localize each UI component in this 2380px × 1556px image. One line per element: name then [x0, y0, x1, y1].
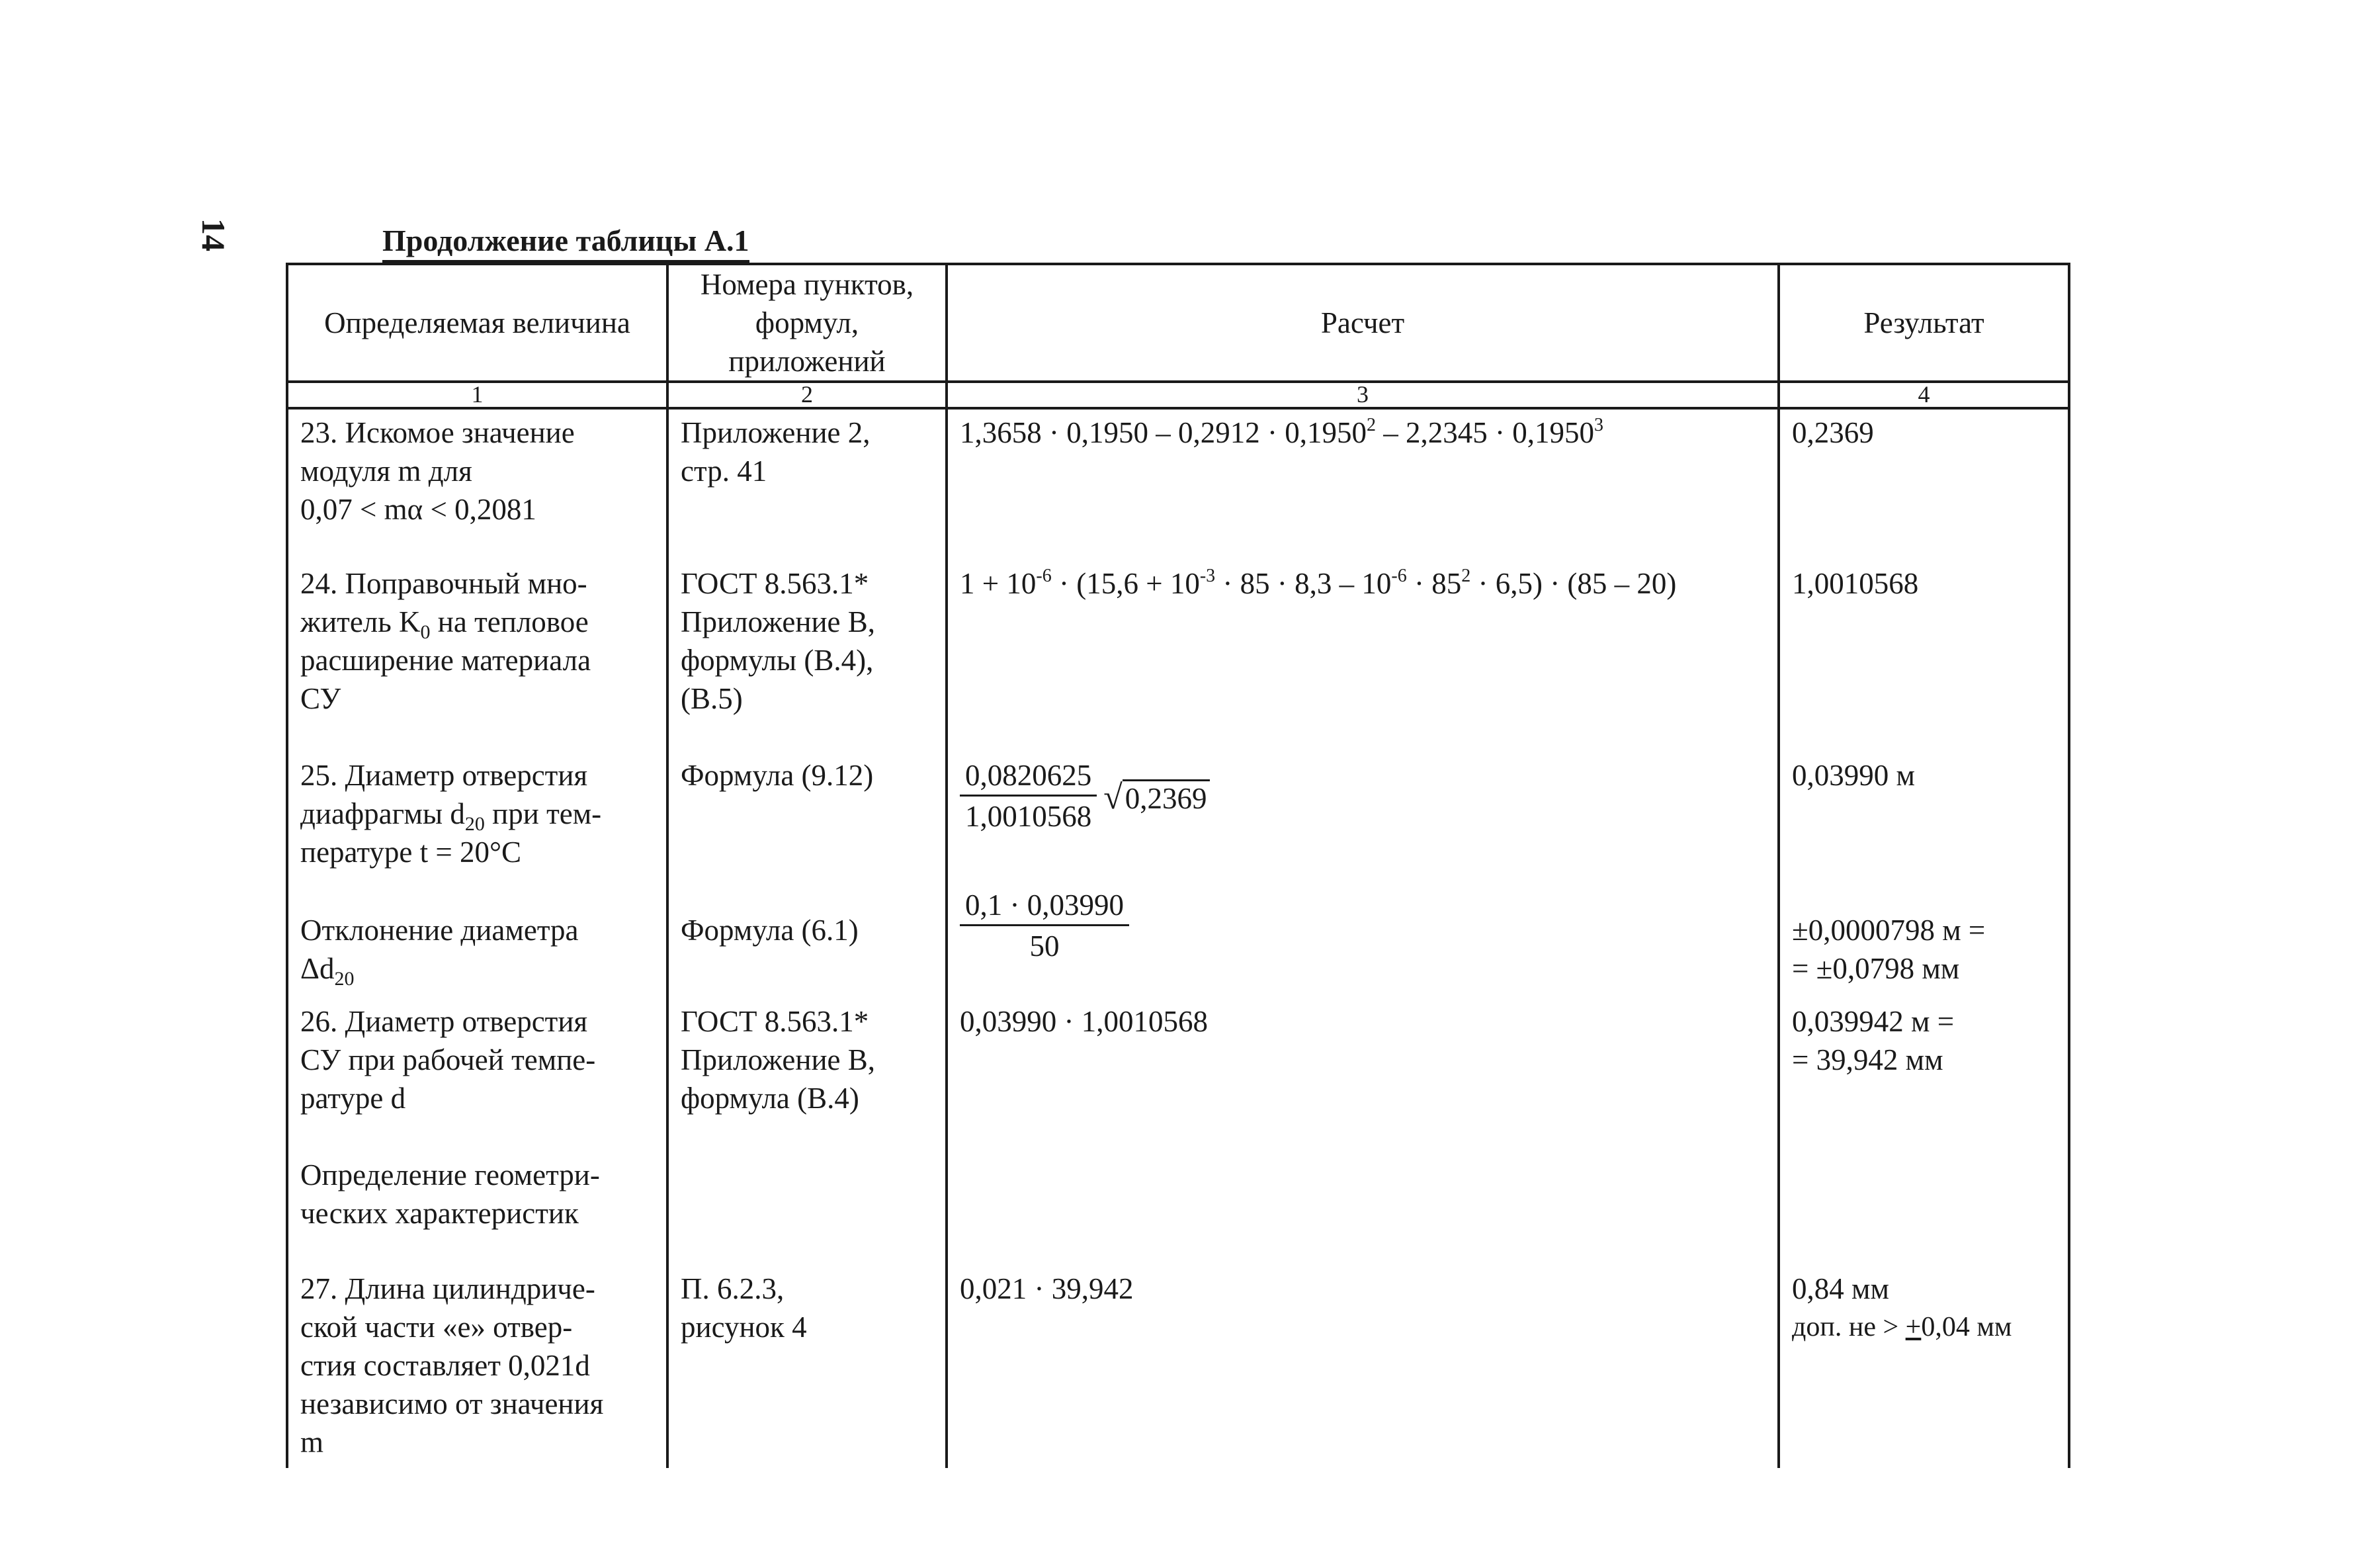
quantity-line: [300, 949, 654, 988]
reference-line: ГОСТ 8.563.1*: [681, 567, 869, 600]
quantity-text: житель K: [300, 605, 421, 638]
calculation-cell: [947, 1156, 1779, 1270]
result-cell: [1779, 1002, 2069, 1156]
table-row: [287, 564, 2069, 756]
result-line: = ±0,0798 мм: [1792, 952, 1960, 985]
header-references: Номера пунктов, формул, приложений: [667, 264, 947, 382]
quantity-line: m: [300, 1426, 324, 1459]
reference-line: формула (В.4): [681, 1082, 859, 1115]
quantity-cell: [287, 408, 667, 564]
quantity-line: 23. Искомое значение: [300, 416, 575, 449]
result-line: 0,039942 м =: [1792, 1005, 1955, 1038]
calc-exponent: 2: [1366, 415, 1376, 435]
calculation-cell: [947, 886, 1779, 1002]
calculation-cell: [947, 408, 1779, 564]
quantity-line: стия составляет 0,021d: [300, 1349, 590, 1382]
result-line: 0,2369: [1792, 416, 1874, 449]
calc-exponent: 3: [1594, 415, 1603, 435]
calc-exponent: 2: [1461, 566, 1471, 586]
result-line: [1792, 1308, 2056, 1346]
result-text: 0,04 мм: [1921, 1312, 2012, 1342]
reference-line: Приложение 2,: [681, 416, 871, 449]
reference-line: Формула (9.12): [681, 759, 874, 792]
reference-cell: [667, 564, 947, 756]
reference-cell: [667, 886, 947, 1002]
result-line: 0,84 мм: [1792, 1272, 1889, 1305]
calc-text: · 85: [1406, 567, 1462, 600]
reference-cell: [667, 1002, 947, 1156]
result-line: 1,0010568: [1792, 567, 1919, 600]
fraction-denominator: 50: [1029, 929, 1060, 963]
quantity-line: 26. Диаметр отверстия: [300, 1005, 588, 1038]
reference-line: стр. 41: [681, 454, 767, 488]
calc-text: 1,3658 · 0,1950 – 0,2912 · 0,1950: [960, 416, 1367, 449]
reference-cell: [667, 408, 947, 564]
quantity-cell: [287, 1002, 667, 1156]
reference-line: Приложение В,: [681, 605, 876, 638]
reference-line: ГОСТ 8.563.1*: [681, 1005, 869, 1038]
quantity-line: [300, 795, 654, 833]
fraction-numerator: 0,0820625: [960, 756, 1097, 797]
reference-cell: [667, 1270, 947, 1468]
reference-cell: [667, 1156, 947, 1270]
quantity-line: независимо от значения: [300, 1387, 604, 1420]
calculation-table: [286, 263, 2070, 1468]
calc-text: 1 + 10: [960, 567, 1037, 600]
quantity-line: ской части «е» отвер-: [300, 1311, 573, 1344]
calc-exponent: -6: [1391, 566, 1407, 586]
quantity-line: 0,07 < mα < 0,2081: [300, 493, 536, 526]
column-numbers-row: [287, 382, 2069, 408]
result-sign: +: [1905, 1312, 1922, 1342]
result-cell: [1779, 1156, 2069, 1270]
column-number: 3: [947, 382, 1779, 408]
column-number: 2: [667, 382, 947, 408]
quantity-line: СУ при рабочей темпе-: [300, 1043, 596, 1076]
result-line: 0,03990 м: [1792, 759, 1915, 792]
reference-line: (В.5): [681, 682, 743, 715]
result-cell: [1779, 408, 2069, 564]
reference-line: Формула (6.1): [681, 914, 859, 947]
quantity-line: 25. Диаметр отверстия: [300, 759, 588, 792]
quantity-line: 27. Длина цилиндриче-: [300, 1272, 595, 1305]
result-cell: [1779, 756, 2069, 886]
table-row: [287, 1156, 2069, 1270]
reference-line: Приложение В,: [681, 1043, 876, 1076]
table-row: [287, 886, 2069, 1002]
header-quantity: Определяемая величина: [287, 264, 667, 382]
result-line: ±0,0000798 м =: [1792, 914, 1986, 947]
calc-fraction: [960, 756, 1097, 836]
reference-line: П. 6.2.3,: [681, 1272, 785, 1305]
calc-text: · 85 · 8,3 – 10: [1215, 567, 1392, 600]
radical-sign-icon: √: [1103, 778, 1123, 816]
fraction-denominator: 1,0010568: [965, 800, 1092, 833]
square-root: [1103, 775, 1209, 817]
calculation-cell: [947, 1270, 1779, 1468]
section-heading-line: ческих характеристик: [300, 1197, 579, 1230]
header-calculation: Расчет: [947, 264, 1779, 382]
calculation-cell: [947, 564, 1779, 756]
table-header-row: [287, 264, 2069, 382]
quantity-subscript: 0: [420, 621, 431, 643]
calc-text: · (15,6 + 10: [1051, 567, 1200, 600]
result-text: доп. не >: [1792, 1312, 1906, 1342]
quantity-line: [300, 603, 654, 641]
reference-cell: [667, 756, 947, 886]
table-caption: Продолжение таблицы А.1: [382, 222, 749, 263]
calc-text: · 6,5) · (85 – 20): [1470, 567, 1677, 600]
quantity-cell: [287, 886, 667, 1002]
calculation-cell: [947, 756, 1779, 886]
header-result: Результат: [1779, 264, 2069, 382]
calc-text: – 2,2345 · 0,1950: [1375, 416, 1594, 449]
radicand: 0,2369: [1123, 779, 1210, 816]
result-line: = 39,942 мм: [1792, 1043, 1943, 1076]
quantity-line: ратуре d: [300, 1082, 406, 1115]
table-row: [287, 1270, 2069, 1468]
reference-line: формулы (В.4),: [681, 644, 874, 677]
table-row: [287, 408, 2069, 564]
calc-fraction: [960, 886, 1129, 966]
table-row: [287, 1002, 2069, 1156]
calc-exponent: -6: [1036, 566, 1052, 586]
result-cell: [1779, 1270, 2069, 1468]
quantity-cell: [287, 564, 667, 756]
calc-line: 0,03990 · 1,0010568: [960, 1005, 1208, 1038]
quantity-line: 24. Поправочный мно-: [300, 567, 587, 600]
quantity-subscript: 20: [334, 968, 355, 990]
column-number: 4: [1779, 382, 2069, 408]
quantity-text: при тем-: [484, 797, 602, 830]
quantity-text: диафрагмы d: [300, 797, 465, 830]
result-cell: [1779, 886, 2069, 1002]
quantity-subscript: 20: [464, 813, 485, 835]
column-number: 1: [287, 382, 667, 408]
quantity-cell: [287, 756, 667, 886]
calc-exponent: -3: [1199, 566, 1216, 586]
quantity-line: СУ: [300, 682, 341, 715]
quantity-line: пературе t = 20°C: [300, 836, 522, 869]
page-number: 14: [195, 218, 232, 251]
quantity-line: модуля m для: [300, 454, 472, 488]
calculation-cell: [947, 1002, 1779, 1156]
section-heading-line: Определение геометри-: [300, 1158, 600, 1191]
result-cell: [1779, 564, 2069, 756]
quantity-text: Δd: [300, 952, 335, 985]
quantity-cell: [287, 1270, 667, 1468]
fraction-numerator: 0,1 · 0,03990: [960, 886, 1129, 926]
quantity-text: на тепловое: [430, 605, 589, 638]
table-row: [287, 756, 2069, 886]
calc-line: 0,021 · 39,942: [960, 1272, 1134, 1305]
quantity-line: расширение материала: [300, 644, 591, 677]
reference-line: рисунок 4: [681, 1311, 807, 1344]
quantity-cell: [287, 1156, 667, 1270]
quantity-line: Отклонение диаметра: [300, 914, 579, 947]
